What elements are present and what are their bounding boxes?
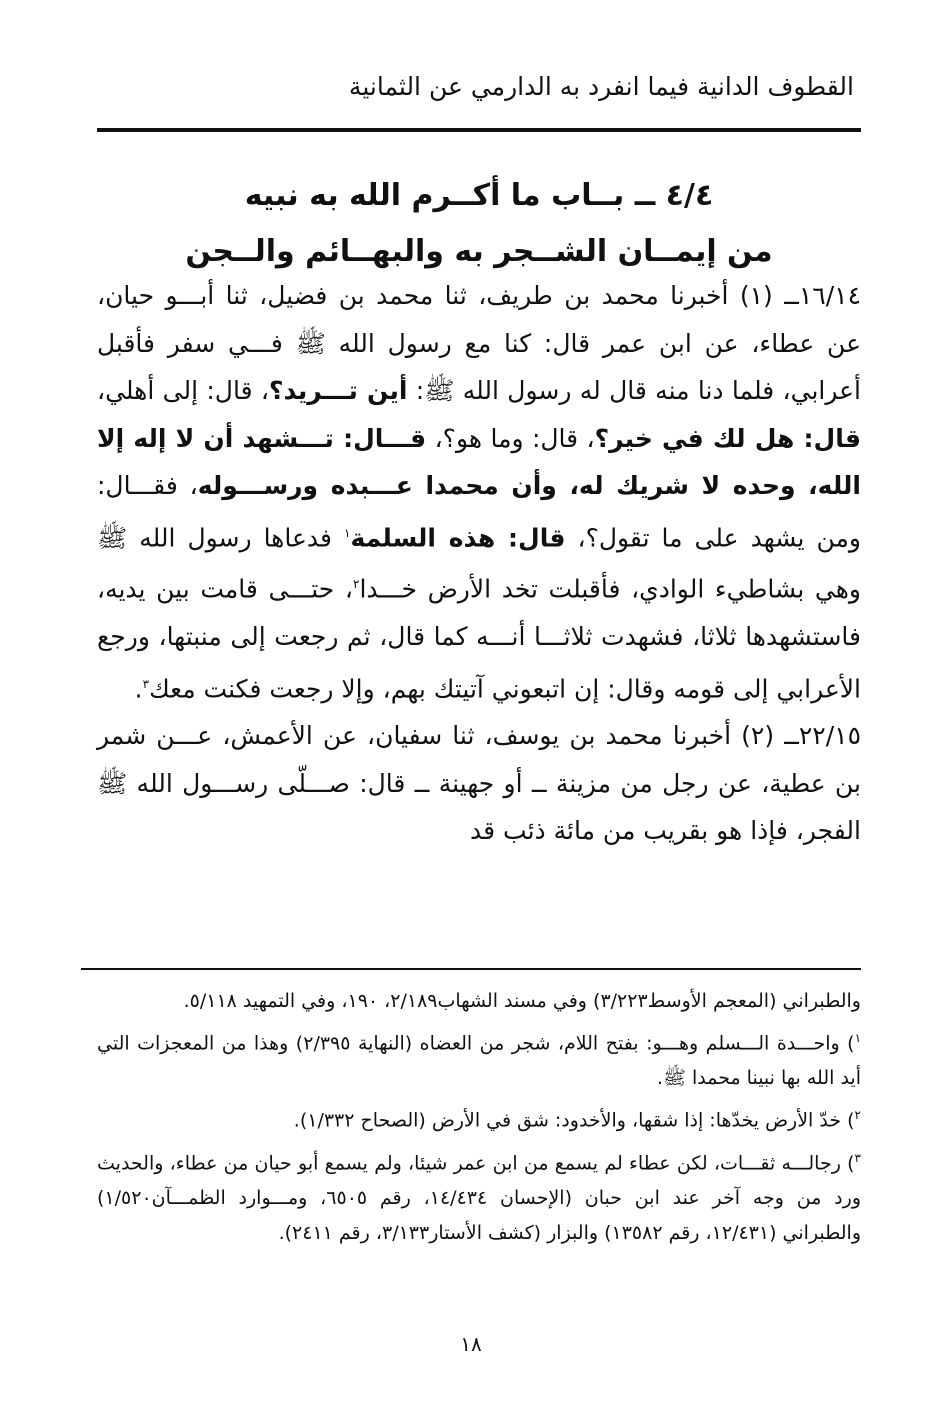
hadith-1-bold-d: قال: هذه السلمة: [350, 522, 566, 552]
main-text: [97, 272, 861, 855]
running-header: القطوف الدانية فيما انفرد به الدارمي عن الثمانية: [348, 72, 854, 101]
footnote-2-mark: ٢: [854, 1108, 861, 1123]
hadith-1-text-b: ، قال: إلى أهلي،: [97, 376, 269, 405]
hadith-1-text-e: فدعاها رسول الله ﷺ وهي بشاطيء الوادي، فأقبلت تخد الأرض خـــدا: [97, 522, 862, 604]
footnote-continuation: والطبراني (المعجم الأوسط٣/٢٢٣) وفي مسند الشهاب٢/١٨٩، ١٩٠، وفي التمهيد ٥/١١٨.: [183, 990, 861, 1012]
footnote-ref-1: ١: [343, 525, 351, 540]
footnote-3: [97, 1141, 861, 1251]
header-rule: [97, 128, 861, 132]
page-number: ١٨: [460, 1332, 482, 1356]
footnote-1-text: ) واحـــدة الـــسلم وهـــو: بفتح اللام، شجر من العضاه (النهاية ٢/٣٩٥) وهذا من المعجزات التي أيد الله بها نبينا محمدا ﷺ.: [97, 1032, 861, 1090]
hadith-1-bold-b: قال: هل لك في خير؟: [594, 423, 861, 453]
hadith-1-text-d: ، فقـــال: ومن يشهد على ما تقول؟،: [97, 471, 861, 552]
hadith-1-text-a: ١٦/١٤ــ (١) أخبرنا محمد بن طريف، ثنا محمد بن فضيل، ثنا أبـــو حيان، عن عطاء، عن ابن عمر قال: كنا مع رسول الله ﷺ فـــي سفر فأقبل أعرابي، فلما دنا منه قال له رسول الله ﷺ:: [97, 281, 862, 405]
hadith-1-bold-a: أين تـــريد؟: [268, 376, 408, 405]
footnote-2-text: ) خدّ الأرض يخدّها: إذا شقها، والأخدود: شق في الأرض (الصحاح ١/٣٣٢).: [293, 1109, 855, 1132]
footnote-3-text: ) رجالـــه ثقـــات، لكن عطاء لم يسمع من ابن عمر شيئا، ولم يسمع أبو حيان من عطاء، والحديث ورد من وجه آخر عند ابن حبان (الإحسان ١٤/٤٣٤، رقم ٦٥٠٥، ومـــوارد الظمـــآن١/٥٢٠) والطبراني (١٢/٤٣١، رقم ١٣٥٨٢) والبزار (كشف الأستار٣/١٣٣، رقم ٢٤١١).: [97, 1151, 861, 1244]
footnotes: [97, 984, 861, 1253]
hadith-2: ٢٢/١٥ــ (٢) أخبرنا محمد بن يوسف، ثنا سفيان، عن الأعمش، عـــن شمر بن عطية، عن رجل من مزينة ــ أو جهينة ــ قال: صـــلّى رســـول الله ﷺ الفجر، فإذا هو بقريب من مائة ذئب قد: [97, 721, 861, 846]
footnote-ref-3: ٣: [142, 676, 150, 691]
chapter-title: [97, 168, 861, 280]
hadith-1-text-c: ، قال: وما هو؟،: [434, 423, 595, 453]
footnote-ref-2: ٢: [352, 577, 360, 592]
hadith-1-text-f: ، حتـــى قامت بين يديه، فاستشهدها ثلاثا، فشهدت ثلاثـــا أنـــه كما قال، ثم رجعت إلى منبتها، ورجع الأعرابي إلى قومه وقال: إن اتبعوني آتيتك بهم، وإلا رجعت فكنت معك: [97, 574, 861, 703]
hadith-1-end: .: [134, 673, 143, 703]
chapter-title-line-2: من إيمــان الشــجر به والبهــائم والــجن: [185, 234, 773, 269]
footnote-rule: [81, 968, 861, 970]
hadith-1-bold-c: قـــال: تـــشهد أن لا إله إلا الله، وحده لا شريك له، وأن محمدا عـــبده ورســـوله: [97, 423, 861, 500]
footnote-1: [97, 1021, 861, 1096]
hadith-1: [97, 272, 861, 712]
footnote-1-mark: ١: [854, 1031, 862, 1045]
chapter-title-line-1: ٤/٤ ــ بــاب ما أكــرم الله به نبيه: [244, 178, 714, 213]
footnote-2: [97, 1098, 861, 1138]
footnote-3-mark: ٣: [854, 1150, 861, 1165]
